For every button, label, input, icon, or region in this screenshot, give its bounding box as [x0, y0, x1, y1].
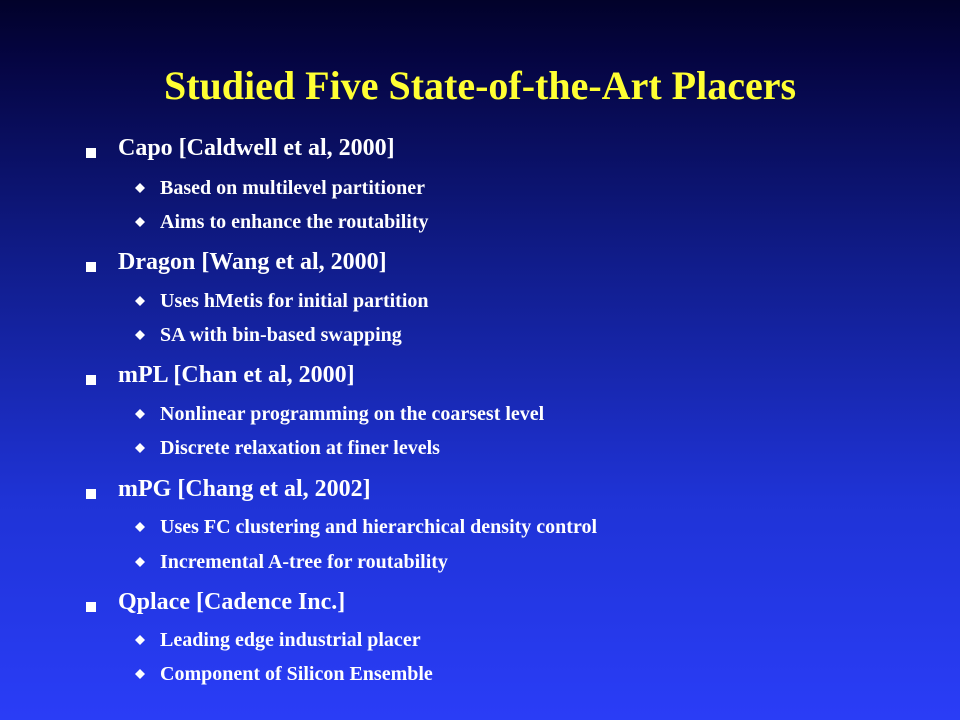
square-bullet-icon [86, 602, 96, 612]
sub-list-item [0, 289, 960, 317]
list-item [0, 360, 960, 396]
item-label: mPL [Chan et al, 2000] [118, 362, 355, 388]
sub-item-label: Aims to enhance the routability [160, 211, 429, 233]
sub-list-item [0, 436, 960, 464]
list-item [0, 587, 960, 623]
diamond-bullet-icon [135, 183, 145, 193]
diamond-bullet-icon [135, 443, 145, 453]
slide-title: Studied Five State-of-the-Art Placers [163, 63, 797, 108]
sub-list-item [0, 550, 960, 578]
diamond-bullet-icon [135, 669, 145, 679]
diamond-bullet-icon [135, 557, 145, 567]
diamond-bullet-icon [135, 217, 145, 227]
sub-list-item [0, 628, 960, 656]
sub-item-label: SA with bin-based swapping [160, 324, 402, 346]
sub-item-label: Incremental A-tree for routability [160, 551, 448, 573]
sub-item-label: Based on multilevel partitioner [160, 177, 425, 199]
square-bullet-icon [86, 148, 96, 158]
sub-list-item [0, 323, 960, 351]
list-item [0, 133, 960, 169]
item-label: mPG [Chang et al, 2002] [118, 476, 371, 502]
diamond-bullet-icon [135, 409, 145, 419]
diamond-bullet-icon [135, 296, 145, 306]
square-bullet-icon [86, 489, 96, 499]
square-bullet-icon [86, 262, 96, 272]
item-label: Qplace [Cadence Inc.] [118, 589, 346, 615]
sub-item-label: Nonlinear programming on the coarsest level [160, 403, 545, 425]
diamond-bullet-icon [135, 330, 145, 340]
diamond-bullet-icon [135, 522, 145, 532]
sub-item-label: Leading edge industrial placer [160, 629, 421, 651]
item-label: Dragon [Wang et al, 2000] [118, 249, 387, 275]
square-bullet-icon [86, 375, 96, 385]
sub-item-label: Component of Silicon Ensemble [160, 663, 433, 685]
list-item [0, 247, 960, 283]
sub-list-item [0, 662, 960, 690]
sub-list-item [0, 402, 960, 430]
sub-item-label: Discrete relaxation at finer levels [160, 437, 440, 459]
sub-list-item [0, 176, 960, 204]
sub-item-label: Uses hMetis for initial partition [160, 290, 429, 312]
diamond-bullet-icon [135, 635, 145, 645]
sub-item-label: Uses FC clustering and hierarchical density control [160, 516, 598, 538]
sub-list-item [0, 210, 960, 238]
item-label: Capo [Caldwell et al, 2000] [118, 135, 395, 161]
sub-list-item [0, 515, 960, 543]
list-item [0, 474, 960, 510]
